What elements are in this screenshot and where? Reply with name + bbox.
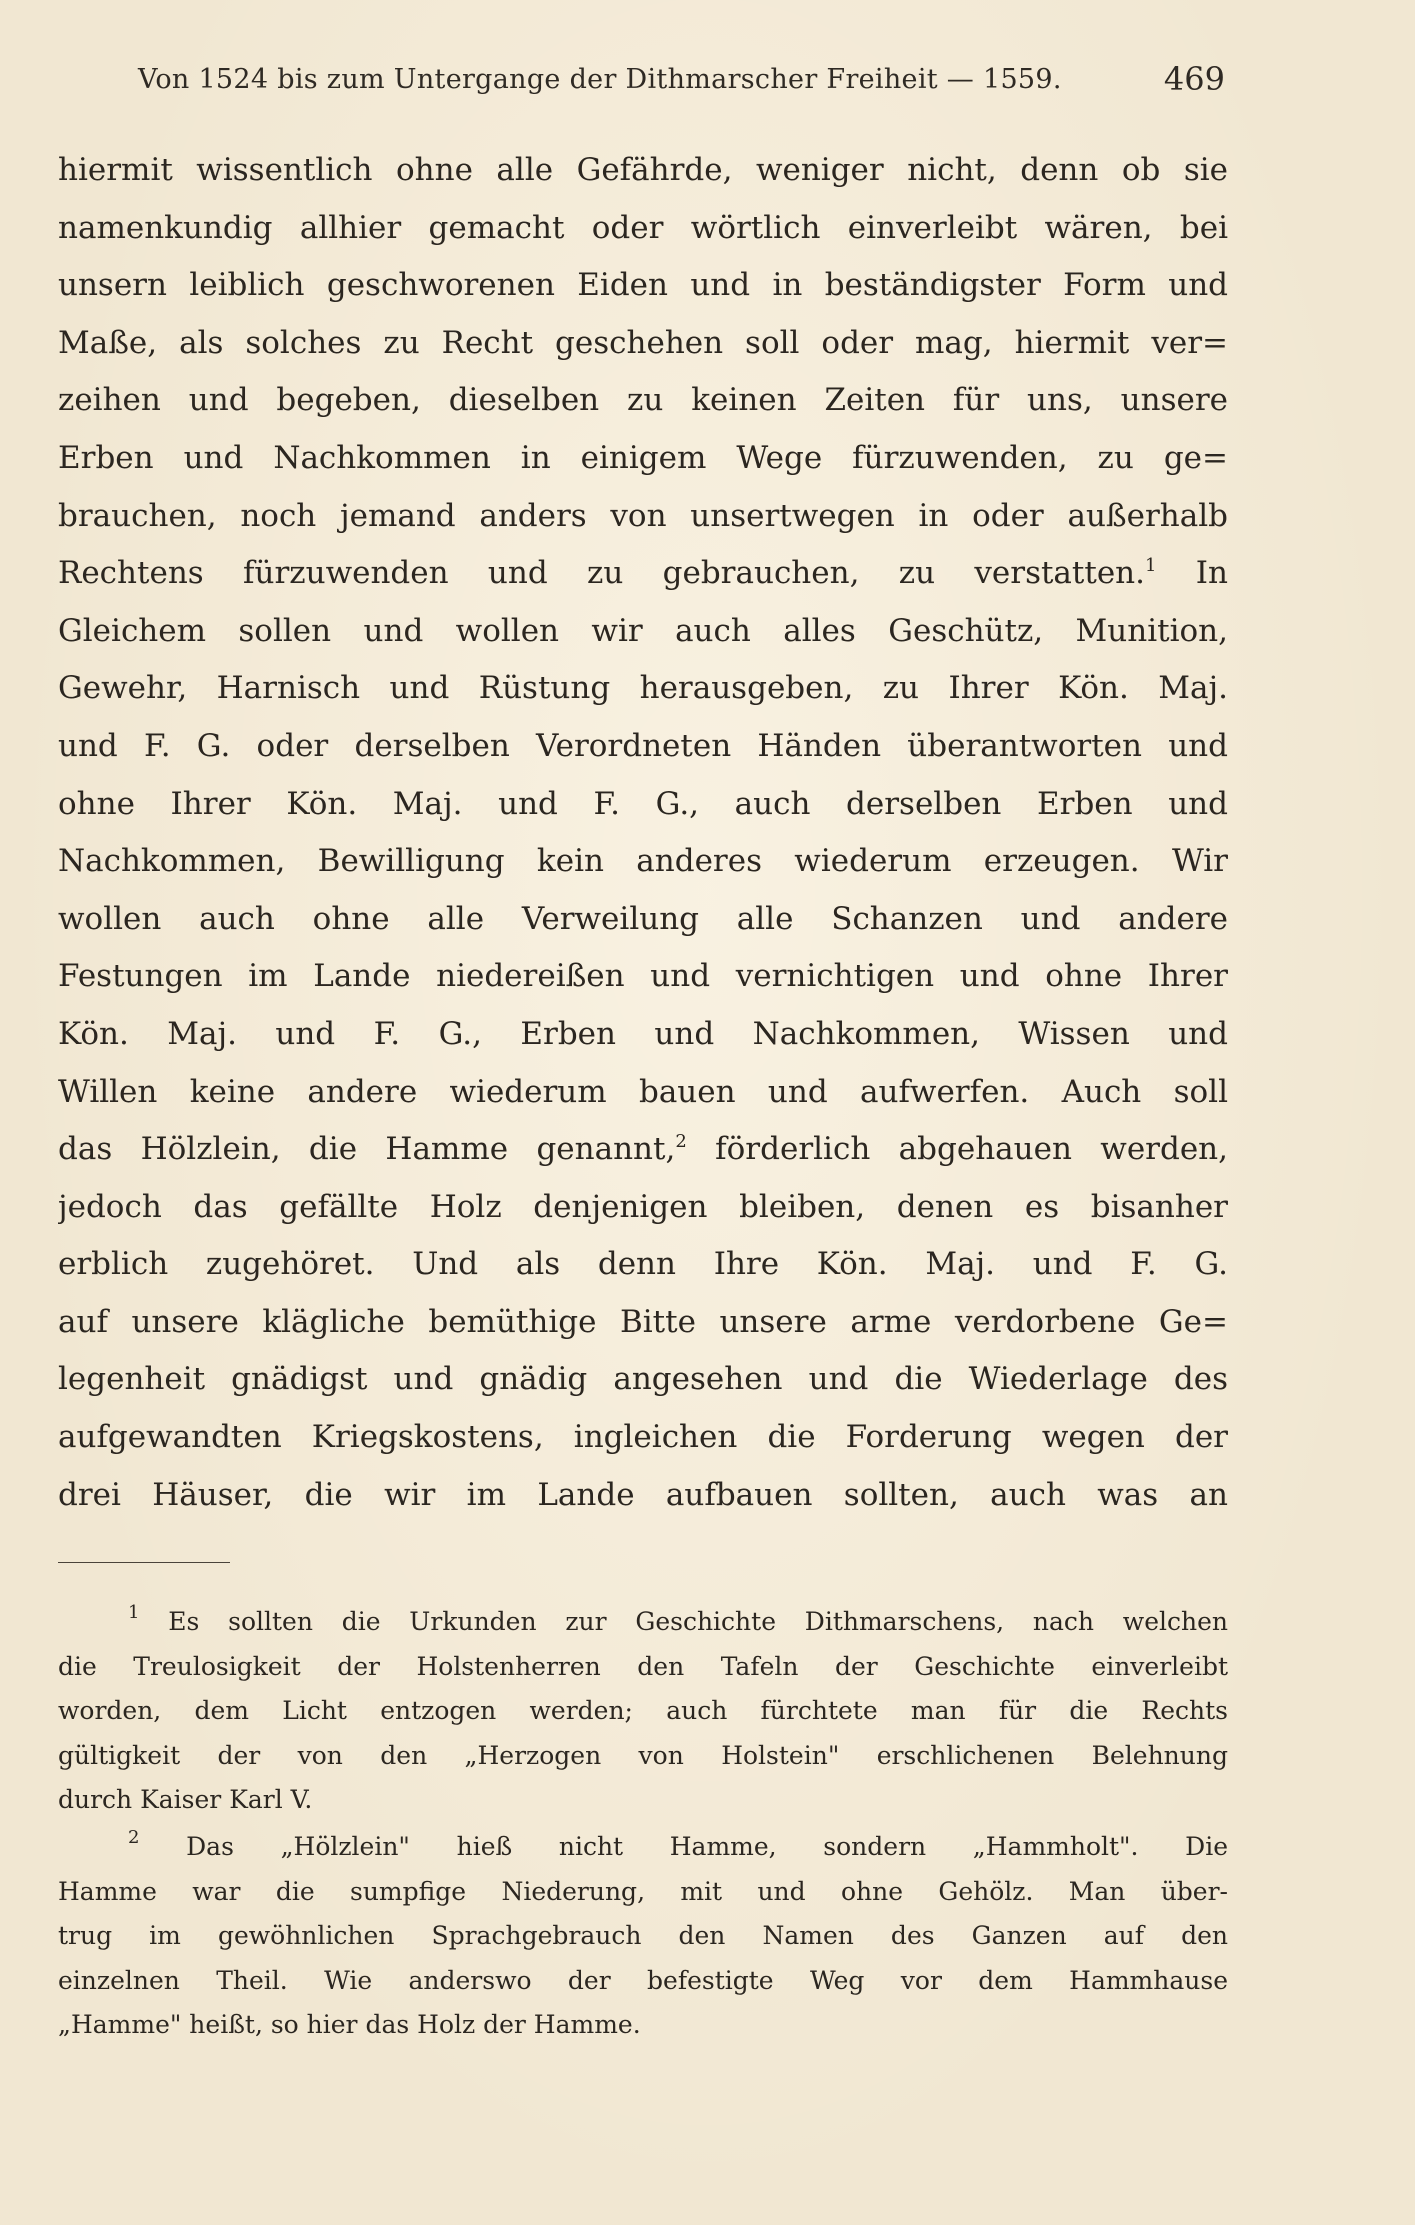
footnote-1-line: die Treulosigkeit der Holstenherren den Tafeln der Geschichte einverleibt xyxy=(58,1651,1228,1681)
page-header xyxy=(0,58,1415,108)
footnote-2-line: trug im gewöhnlichen Sprachgebrauch den Namen des Ganzen auf den xyxy=(58,1921,1228,1951)
text-line: hiermit wissentlich ohne alle Gefährde, weniger nicht, denn ob sie xyxy=(58,152,1228,188)
text-line: erblich zugehöret. Und als denn Ihre Kön. Maj. und F. G. xyxy=(58,1246,1228,1283)
text-line: ohne Ihrer Kön. Maj. und F. G., auch derselben Erben und xyxy=(58,785,1228,822)
footnote-2-line: Hamme war die sumpfige Niederung, mit und ohne Gehölz. Man über- xyxy=(58,1876,1228,1906)
text-line: aufgewandten Kriegskostens, ingleichen die Forderung wegen der xyxy=(58,1419,1228,1456)
text-line: Willen keine andere wiederum bauen und aufwerfen. Auch soll xyxy=(58,1073,1228,1110)
text-line: auf unsere klägliche bemüthige Bitte unsere arme verdorbene Ge= xyxy=(58,1303,1228,1340)
footnote-2-line: „Hamme" heißt, so hier das Holz der Hamme. xyxy=(58,2010,641,2040)
text-line: und F. G. oder derselben Verordneten Händen überantworten und xyxy=(58,727,1228,764)
text-line-with-footnote-ref xyxy=(58,545,1228,603)
text-line: Maße, als solches zu Recht geschehen soll oder mag, hiermit ver= xyxy=(58,324,1228,361)
text-line: namenkundig allhier gemacht oder wörtlich einverleibt wären, bei xyxy=(58,209,1228,246)
text-line: Kön. Maj. und F. G., Erben und Nachkommen, Wissen und xyxy=(58,1015,1228,1052)
footnote-text: Das „Hölzlein" hieß nicht Hamme, sondern „Hammholt". Die xyxy=(186,1831,1228,1861)
footnote-1-line: durch Kaiser Karl V. xyxy=(58,1785,313,1815)
text-line-with-footnote-ref xyxy=(58,1121,1228,1179)
text-segment: In xyxy=(1195,555,1228,592)
text-line: Nachkommen, Bewilligung kein anderes wiederum erzeugen. Wir xyxy=(58,843,1228,880)
main-text xyxy=(58,142,1228,1524)
text-line: brauchen, noch jemand anders von unsertwegen in oder außerhalb xyxy=(58,497,1228,534)
text-line: drei Häuser, die wir im Lande aufbauen sollten, auch was an xyxy=(58,1476,1228,1513)
text-line: Erben und Nachkommen in einigem Wege fürzuwenden, zu ge= xyxy=(58,439,1228,476)
text-line: jedoch das gefällte Holz denjenigen bleiben, denen es bisanher xyxy=(58,1188,1228,1225)
footnote-divider xyxy=(58,1562,230,1563)
text-segment: förderlich abgehauen werden, xyxy=(715,1131,1228,1168)
text-line: Gleichem sollen und wollen wir auch alles Geschütz, Munition, xyxy=(58,612,1228,649)
page-number: 469 xyxy=(1163,60,1225,98)
footnote-text: Es sollten die Urkunden zur Geschichte Dithmarschens, nach welchen xyxy=(168,1607,1228,1636)
footnote-1-marker: 1 xyxy=(128,1602,140,1623)
text-line: wollen auch ohne alle Verweilung alle Schanzen und andere xyxy=(58,900,1228,937)
text-line: legenheit gnädigst und gnädig angesehen und die Wiederlage des xyxy=(58,1361,1228,1398)
footnote-2-line xyxy=(58,1825,1228,1870)
footnote-ref-1: 1 xyxy=(1145,555,1157,577)
text-line: Festungen im Lande niedereißen und vernichtigen und ohne Ihrer xyxy=(58,958,1228,995)
running-title: Von 1524 bis zum Untergange der Dithmarscher Freiheit — 1559. xyxy=(138,64,1062,95)
footnote-ref-2: 2 xyxy=(675,1131,687,1153)
footnote-1-line: gültigkeit der von den „Herzogen von Holstein" erschlichenen Belehnung xyxy=(58,1740,1228,1770)
text-segment: das Hölzlein, die Hamme genannt, xyxy=(58,1131,676,1168)
text-line: zeihen und begeben, dieselben zu keinen Zeiten für uns, unsere xyxy=(58,382,1228,419)
text-segment: Rechtens fürzuwenden und zu gebrauchen, zu verstatten. xyxy=(58,555,1145,592)
footnote-2-marker: 2 xyxy=(128,1826,140,1848)
text-line: Gewehr, Harnisch und Rüstung herausgeben, zu Ihrer Kön. Maj. xyxy=(58,670,1228,707)
text-line: unsern leiblich geschworenen Eiden und in beständigster Form und xyxy=(58,267,1228,304)
footnote-1-line xyxy=(58,1600,1228,1645)
footnote-1-line: worden, dem Licht entzogen werden; auch fürchtete man für die Rechts xyxy=(58,1696,1228,1726)
footnotes xyxy=(58,1600,1228,2048)
footnote-2-line: einzelnen Theil. Wie anderswo der befestigte Weg vor dem Hammhause xyxy=(58,1965,1228,1995)
